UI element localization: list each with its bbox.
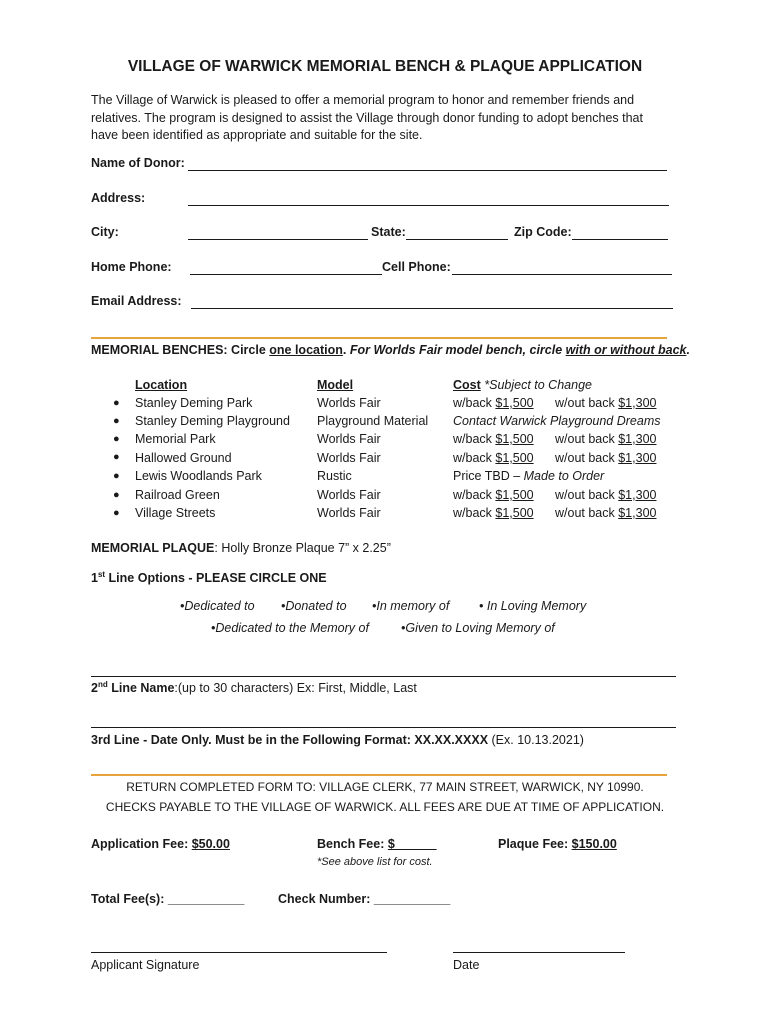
check-number-field[interactable]: Check Number: ___________: [278, 892, 451, 906]
address-field[interactable]: [188, 205, 669, 206]
application-fee: Application Fee: $50.00: [91, 837, 230, 851]
donor-label: Name of Donor:: [91, 156, 185, 170]
bullet-icon: ●: [113, 433, 120, 445]
payment-instructions: CHECKS PAYABLE TO THE VILLAGE OF WARWICK. ALL FEES ARE DUE AT TIME OF APPLICATION.: [105, 800, 665, 814]
col-location-header: Location: [135, 378, 188, 392]
cell-phone-field[interactable]: [452, 274, 672, 275]
option-dedicated-to-the-memory-of[interactable]: •Dedicated to the Memory of: [211, 621, 369, 635]
bench-location[interactable]: Stanley Deming Park: [135, 396, 253, 410]
option-given-to-loving-memory-of[interactable]: •Given to Loving Memory of: [401, 621, 555, 635]
cell-phone-label: Cell Phone:: [382, 260, 451, 274]
home-phone-label: Home Phone:: [91, 260, 172, 274]
bench-model: Worlds Fair: [317, 506, 381, 520]
date-field[interactable]: [453, 952, 625, 953]
bench-model: Worlds Fair: [317, 451, 381, 465]
city-field[interactable]: [188, 239, 368, 240]
bullet-icon: ●: [113, 451, 120, 463]
bench-cost-without-back[interactable]: w/out back $1,300: [555, 396, 657, 410]
bench-model: Worlds Fair: [317, 432, 381, 446]
state-label: State:: [371, 225, 406, 239]
option-dedicated-to[interactable]: •Dedicated to: [180, 599, 255, 613]
bench-model: Rustic: [317, 469, 352, 483]
bench-cost-with-back[interactable]: w/back $1,500: [453, 451, 534, 465]
bench-fee[interactable]: Bench Fee: $______: [317, 837, 437, 851]
option-in-loving-memory[interactable]: • In Loving Memory: [479, 599, 587, 613]
bench-model: Worlds Fair: [317, 396, 381, 410]
zip-field[interactable]: [572, 239, 668, 240]
bench-location[interactable]: Memorial Park: [135, 432, 216, 446]
bench-location[interactable]: Hallowed Ground: [135, 451, 232, 465]
bench-cost-with-back[interactable]: w/back $1,500: [453, 506, 534, 520]
bullet-icon: ●: [113, 489, 120, 501]
col-cost-header: Cost *Subject to Change: [453, 378, 592, 392]
plaque-heading: MEMORIAL PLAQUE: Holly Bronze Plaque 7” x 2.25”: [91, 541, 391, 555]
bench-cost-with-back[interactable]: w/back $1,500: [453, 432, 534, 446]
bullet-icon: ●: [113, 415, 120, 427]
bench-cost-with-back[interactable]: w/back $1,500: [453, 488, 534, 502]
return-address: RETURN COMPLETED FORM TO: VILLAGE CLERK, 77 MAIN STREET, WARWICK, NY 10990.: [126, 780, 644, 794]
bullet-icon: ●: [113, 397, 120, 409]
line3-label: 3rd Line - Date Only. Must be in the Following Format: XX.XX.XXXX (Ex. 10.13.2021): [91, 733, 584, 747]
bench-location[interactable]: Lewis Woodlands Park: [135, 469, 262, 483]
bench-cost-note: Contact Warwick Playground Dreams: [453, 414, 661, 428]
line2-label: 2nd Line Name:(up to 30 characters) Ex: First, Middle, Last: [91, 680, 417, 696]
email-field[interactable]: [191, 308, 673, 309]
state-field[interactable]: [406, 239, 508, 240]
bullet-icon: ●: [113, 507, 120, 519]
section-divider: [91, 337, 667, 339]
date-label: Date: [453, 958, 480, 972]
bench-cost-without-back[interactable]: w/out back $1,300: [555, 506, 657, 520]
email-label: Email Address:: [91, 294, 182, 308]
city-label: City:: [91, 225, 119, 239]
bench-location[interactable]: Stanley Deming Playground: [135, 414, 290, 428]
section-divider: [91, 774, 667, 776]
plaque-fee: Plaque Fee: $150.00: [498, 837, 617, 851]
bench-model: Playground Material: [317, 414, 429, 428]
applicant-signature-field[interactable]: [91, 952, 387, 953]
page-title: VILLAGE OF WARWICK MEMORIAL BENCH & PLAQUE APPLICATION: [127, 58, 643, 75]
bench-cost-without-back[interactable]: w/out back $1,300: [555, 488, 657, 502]
bench-cost-note: Price TBD – Made to Order: [453, 469, 605, 483]
total-fees-field[interactable]: Total Fee(s): ___________: [91, 892, 245, 906]
donor-field[interactable]: [188, 170, 667, 171]
bench-cost-without-back[interactable]: w/out back $1,300: [555, 451, 657, 465]
address-label: Address:: [91, 191, 146, 205]
zip-label: Zip Code:: [514, 225, 572, 239]
option-donated-to[interactable]: •Donated to: [281, 599, 347, 613]
bench-fee-note: *See above list for cost.: [317, 856, 433, 868]
bench-location[interactable]: Village Streets: [135, 506, 216, 520]
line3-date-field[interactable]: [91, 727, 676, 728]
bench-cost-without-back[interactable]: w/out back $1,300: [555, 432, 657, 446]
bullet-icon: ●: [113, 470, 120, 482]
bench-cost-with-back[interactable]: w/back $1,500: [453, 396, 534, 410]
line1-options-heading: 1st Line Options - PLEASE CIRCLE ONE: [91, 570, 327, 586]
benches-heading: MEMORIAL BENCHES: Circle one location. For Worlds Fair model bench, circle with or without back.: [91, 343, 690, 357]
home-phone-field[interactable]: [190, 274, 382, 275]
option-in-memory-of[interactable]: •In memory of: [372, 599, 450, 613]
intro-paragraph: The Village of Warwick is pleased to offer a memorial program to honor and remember friends and relatives. The program is designed to assist the Village through donor funding to adopt benches that have been identified as appropriate and suitable for the site.: [91, 93, 643, 142]
bench-location[interactable]: Railroad Green: [135, 488, 220, 502]
bench-model: Worlds Fair: [317, 488, 381, 502]
applicant-signature-label: Applicant Signature: [91, 958, 200, 972]
col-model-header: Model: [317, 378, 354, 392]
line2-name-field[interactable]: [91, 676, 676, 677]
